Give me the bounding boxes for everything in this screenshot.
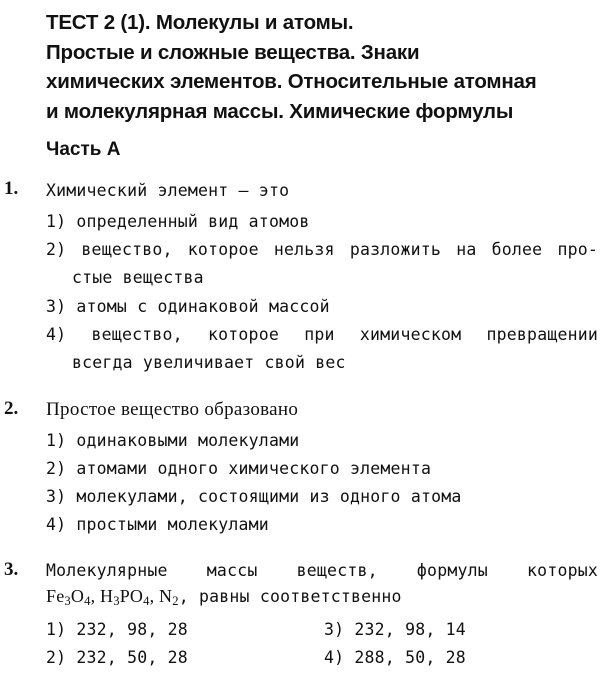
title-line: и молекулярная массы. Химические формулы [46,99,514,123]
formula-n2: $N_2$ [159,586,179,609]
question-3-text-line-2: $Fe_3O_4$, $H_3PO_4$, $N_2$, равны соответственно [46,586,402,609]
question-3-option-1: 1) 232, 98, 28 [46,620,188,639]
question-2-option-1: 1) одинаковыми молекулами [46,431,300,450]
title-line: Простые и сложные вещества. Знаки [46,40,420,64]
question-3-option-4: 4) 288, 50, 28 [324,648,466,667]
question-1-text: Химический элемент — это [46,181,290,200]
question-2-text: Простое вещество образовано [46,399,299,420]
question-1-option-2-line-1: 2) вещество, которое нельзя разложить на более про- [46,240,598,259]
question-3-option-2: 2) 232, 50, 28 [46,648,188,667]
title-line: химических элементов. Относительные атомная [46,70,537,93]
question-3-option-3: 3) 232, 98, 14 [324,620,466,639]
test-title [46,8,602,126]
question-2-option-4: 4) простыми молекулами [46,515,269,534]
question-2-option-3: 3) молекулами, состоящими из одного атома [46,487,462,506]
question-1-option-4-line-2: всегда увеличивает свой вес [72,353,346,372]
formula-h3po4: $H_3PO_4$ [100,586,150,609]
part-heading: Часть А [46,139,121,160]
question-3-number: 3. [4,559,19,580]
question-1-option-3: 3) атомы с одинаковой массой [46,297,330,316]
title-line: ТЕСТ 2 (1). Молекулы и атомы. [46,11,354,34]
question-1-option-1: 1) определенный вид атомов [46,212,310,231]
question-2-number: 2. [4,398,19,419]
question-1-option-2-line-2: стые вещества [72,268,204,287]
question-3-text-line-1: Молекулярные массы веществ, формулы которых [46,561,598,580]
formula-fe3o4: $Fe_3O_4$ [46,586,91,609]
question-1-number: 1. [4,178,19,199]
question-1-option-4-line-1: 4) вещество, которое при химическом превращении [46,325,598,344]
question-2-option-2: 2) атомами одного химического элемента [46,459,432,478]
